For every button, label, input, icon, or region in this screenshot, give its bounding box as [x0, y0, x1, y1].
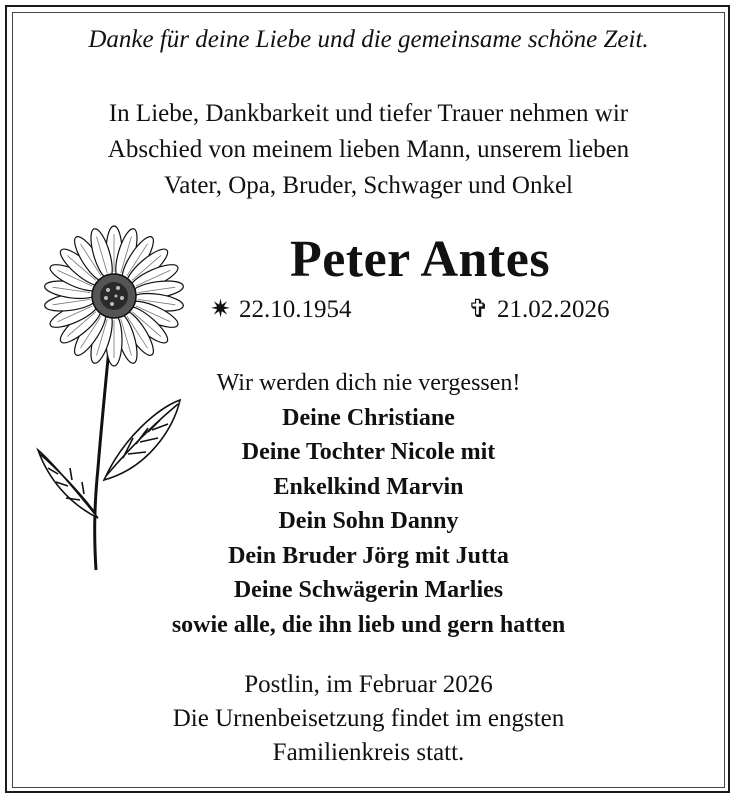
mourner-line: Dein Bruder Jörg mit Jutta: [228, 542, 509, 569]
mourner-line: Deine Tochter Nicole mit: [241, 439, 496, 465]
mourners-opening: Wir werden dich nie vergessen!: [216, 370, 521, 396]
mourner-line: sowie alle, die ihn lieb und gern hatten: [171, 611, 566, 638]
birth-date-value: 22.10.1954: [238, 296, 352, 323]
birth-star-icon: ✷: [210, 296, 231, 323]
death-date: [468, 294, 609, 324]
death-cross-icon: ✞: [468, 296, 489, 323]
footer-text: [0, 668, 737, 770]
mourner-line: Deine Schwägerin Marlies: [233, 577, 504, 603]
footer-line: Postlin, im Februar 2026: [244, 671, 493, 698]
mourner-line: Dein Sohn Danny: [278, 508, 459, 534]
intro-line: Abschied von meinem lieben Mann, unserem lieben: [107, 136, 630, 163]
footer-line: Die Urnenbeisetzung findet im engsten: [172, 705, 565, 732]
motto-line: Danke für deine Liebe und die gemeinsame schöne Zeit.: [88, 26, 649, 53]
deceased-name: Peter Antes: [289, 231, 551, 288]
birth-date: [210, 294, 351, 324]
mourner-line: Enkelkind Marvin: [273, 473, 464, 500]
mourner-line: Deine Christiane: [282, 404, 455, 431]
intro-text: [0, 96, 737, 204]
mourners-block: [0, 366, 737, 642]
intro-line: Vater, Opa, Bruder, Schwager und Onkel: [164, 172, 573, 199]
death-date-value: 21.02.2026: [496, 296, 610, 323]
footer-line: Familienkreis statt.: [272, 739, 465, 766]
intro-line: In Liebe, Dankbarkeit und tiefer Trauer nehmen wir: [108, 100, 629, 127]
